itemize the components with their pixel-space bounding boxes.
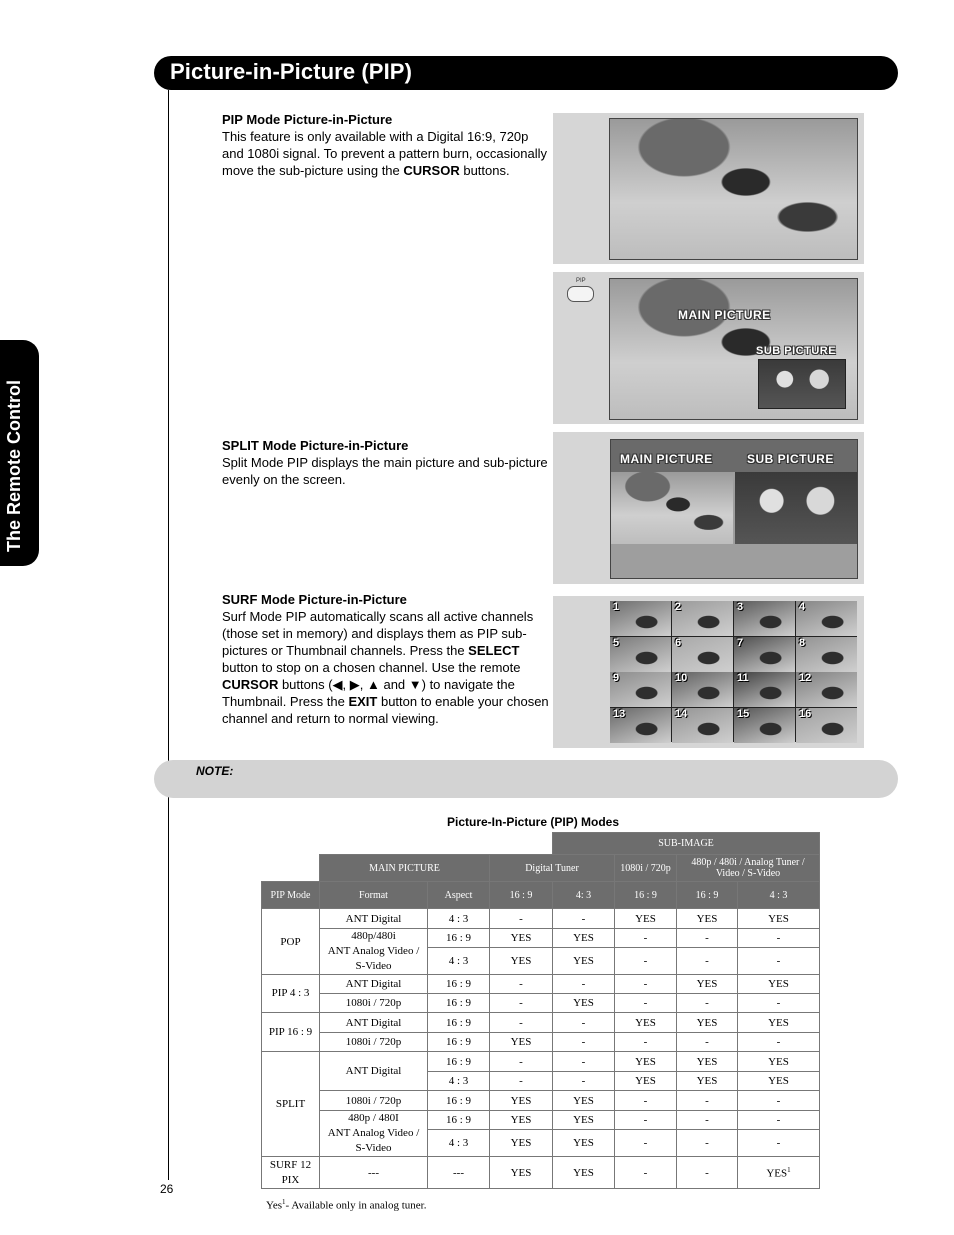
pip-button-icon xyxy=(567,286,594,302)
value-cell: - xyxy=(553,1033,615,1052)
value-cell: - xyxy=(490,975,553,994)
format-analog: ANT Analog Video / S-Video xyxy=(327,1127,420,1154)
pip-cursor-word: CURSOR xyxy=(403,163,460,178)
col-1080i-16-9: 16 : 9 xyxy=(615,882,677,909)
aspect-cell: 16 : 9 xyxy=(428,1091,490,1111)
value-cell: - xyxy=(490,994,553,1013)
value-cell: YES xyxy=(677,1072,738,1091)
thumbnail-channel xyxy=(610,672,671,707)
thumbnail-number: 4 xyxy=(799,601,806,613)
format-cell: ANT Digital xyxy=(320,1052,428,1091)
pip-mode-text xyxy=(222,128,552,179)
thumbnail-grid xyxy=(610,601,857,742)
mode-cell: PIP 16 : 9 xyxy=(262,1013,320,1052)
aspect-cell: 4 : 3 xyxy=(428,1130,490,1157)
header-1080i-720p: 1080i / 720p xyxy=(615,855,677,882)
value-cell: YES xyxy=(615,909,677,929)
side-tab-label: The Remote Control xyxy=(4,379,24,552)
col-digital-16-9: 16 : 9 xyxy=(490,882,553,909)
header-480p-analog: 480p / 480i / Analog Tuner / Video / S-Video xyxy=(677,855,820,882)
thumbnail-number: 5 xyxy=(613,636,620,649)
margin-rule xyxy=(168,90,169,1180)
value-cell: - xyxy=(615,1130,677,1157)
thumbnail-number: 10 xyxy=(675,672,688,684)
pip-modes-table xyxy=(261,832,820,1189)
value-cell: YES xyxy=(677,1052,738,1072)
value-cell: YES xyxy=(738,1013,820,1033)
page-title: Picture-in-Picture (PIP) xyxy=(170,59,412,84)
surf-text-4: button to enable your chosen channel and return to normal viewing. xyxy=(222,694,549,726)
thumbnail-channel xyxy=(672,637,733,672)
split-mode-heading: SPLIT Mode Picture-in-Picture xyxy=(222,438,409,453)
value-cell: - xyxy=(553,1052,615,1072)
value-cell: - xyxy=(738,929,820,948)
thumbnail-number: 11 xyxy=(737,672,749,684)
thumbnail-number: 9 xyxy=(613,672,620,684)
aspect-cell: 16 : 9 xyxy=(428,1013,490,1033)
value-cell: YES xyxy=(738,975,820,994)
aspect-cell: 4 : 3 xyxy=(428,909,490,929)
value-cell: YES xyxy=(490,1091,553,1111)
thumbnail-number: 14 xyxy=(675,707,688,720)
footnote-yes: Yes xyxy=(266,1199,283,1212)
mode-cell: SPLIT xyxy=(262,1052,320,1157)
format-cell: 1080i / 720p xyxy=(320,994,428,1013)
aspect-cell: 16 : 9 xyxy=(428,929,490,948)
surf-mode-section xyxy=(222,591,552,727)
format-cell xyxy=(320,929,428,975)
side-tab xyxy=(0,340,39,566)
aspect-cell: 16 : 9 xyxy=(428,975,490,994)
col-480p-16-9: 16 : 9 xyxy=(677,882,738,909)
value-cell: - xyxy=(615,1033,677,1052)
thumbnail-channel xyxy=(610,708,671,743)
aspect-cell: 16 : 9 xyxy=(428,994,490,1013)
figure-full-picture xyxy=(553,113,864,264)
format-480p: 480p/480i xyxy=(351,930,396,942)
split-mode-section xyxy=(222,437,552,488)
pip-mode-section xyxy=(222,111,552,179)
value-cell: - xyxy=(490,1052,553,1072)
sub-picture-window xyxy=(758,359,846,409)
aspect-cell: 4 : 3 xyxy=(428,1072,490,1091)
split-main-label: MAIN PICTURE xyxy=(620,452,713,466)
thumbnail-channel xyxy=(610,601,671,636)
thumbnail-number: 7 xyxy=(737,636,744,649)
thumbnail-number: 6 xyxy=(675,636,682,649)
value-cell: - xyxy=(615,1157,677,1189)
value-cell: - xyxy=(677,1091,738,1111)
surf-text-2: button to stop on a chosen channel. Use the remote xyxy=(222,660,521,675)
thumbnail-number: 13 xyxy=(613,707,626,720)
value-cell: - xyxy=(490,1072,553,1091)
value-cell: YES xyxy=(490,1033,553,1052)
value-cell: YES xyxy=(553,948,615,975)
format-analog: ANT Analog Video / S-Video xyxy=(327,945,420,972)
value-cell: - xyxy=(738,1033,820,1052)
thumbnail-number: 3 xyxy=(737,601,744,613)
format-cell: ANT Digital xyxy=(320,975,428,994)
footnote-text: - Available only in analog tuner. xyxy=(285,1199,427,1212)
thumbnail-channel xyxy=(734,708,795,743)
note-bar xyxy=(154,760,898,798)
value-cell: YES xyxy=(490,1157,553,1189)
value-cell: - xyxy=(615,1091,677,1111)
value-cell: YES xyxy=(677,909,738,929)
aspect-cell: 16 : 9 xyxy=(428,1033,490,1052)
thumbnail-number: 12 xyxy=(799,672,812,684)
surf-mode-text xyxy=(222,608,552,727)
value-cell: - xyxy=(553,1072,615,1091)
thumbnail-channel xyxy=(796,672,857,707)
pip-main-screen xyxy=(609,278,858,420)
split-main-image xyxy=(611,472,733,544)
value-cell: - xyxy=(553,975,615,994)
value-cell: - xyxy=(615,1111,677,1130)
value-cell: - xyxy=(738,1091,820,1111)
value-cell: YES xyxy=(553,1157,615,1189)
format-header: Format xyxy=(320,882,428,909)
value-cell: - xyxy=(677,1130,738,1157)
value-cell: - xyxy=(677,948,738,975)
note-label: NOTE: xyxy=(196,764,234,778)
footnote-marker: 1 xyxy=(787,1165,791,1174)
surf-yes-value: YES xyxy=(766,1167,788,1180)
thumbnail-channel xyxy=(796,708,857,743)
thumbnail-channel xyxy=(610,637,671,672)
sub-image-header: SUB-IMAGE xyxy=(553,833,820,855)
split-screen xyxy=(610,439,858,579)
value-cell: - xyxy=(677,929,738,948)
format-cell: --- xyxy=(320,1157,428,1189)
value-cell: - xyxy=(490,1013,553,1033)
value-cell: - xyxy=(615,975,677,994)
value-cell: YES xyxy=(553,1111,615,1130)
split-mode-text: Split Mode PIP displays the main picture and sub-picture evenly on the screen. xyxy=(222,455,548,487)
mode-cell: POP xyxy=(262,909,320,975)
page-header-bar xyxy=(154,56,898,90)
mode-cell: PIP 4 : 3 xyxy=(262,975,320,1013)
value-cell: - xyxy=(738,1130,820,1157)
footnote-sup: 1 xyxy=(282,1198,286,1206)
value-cell: - xyxy=(615,948,677,975)
value-cell: - xyxy=(615,929,677,948)
value-cell: YES xyxy=(490,948,553,975)
value-cell: - xyxy=(738,948,820,975)
pip-text-2: buttons. xyxy=(459,163,510,178)
value-cell: YES xyxy=(553,994,615,1013)
pip-mode-header: PIP Mode xyxy=(262,882,320,909)
aspect-cell: --- xyxy=(428,1157,490,1189)
value-cell: - xyxy=(677,1157,738,1189)
value-cell: YES xyxy=(738,909,820,929)
value-cell: - xyxy=(677,1111,738,1130)
thumbnail-channel xyxy=(672,708,733,743)
pip-mode-heading: PIP Mode Picture-in-Picture xyxy=(222,112,393,127)
thumbnail-channel xyxy=(672,672,733,707)
value-cell: YES xyxy=(490,1130,553,1157)
thumbnail-channel xyxy=(796,637,857,672)
surf-select-word: SELECT xyxy=(468,643,520,658)
value-cell: - xyxy=(553,909,615,929)
thumbnail-number: 1 xyxy=(613,601,620,613)
col-480p-4-3: 4 : 3 xyxy=(738,882,820,909)
value-cell: YES xyxy=(490,1111,553,1130)
value-cell: - xyxy=(677,1033,738,1052)
table-footnote xyxy=(266,1198,426,1212)
value-cell: - xyxy=(490,909,553,929)
thumbnail-number: 2 xyxy=(675,601,682,613)
value-cell: YES xyxy=(677,975,738,994)
thumbnail-channel xyxy=(672,601,733,636)
mode-cell: SURF 12 PIX xyxy=(262,1157,320,1189)
digital-tuner-header: Digital Tuner xyxy=(490,855,615,882)
value-cell: - xyxy=(738,1111,820,1130)
value-cell: YES xyxy=(490,929,553,948)
format-cell: 1080i / 720p xyxy=(320,1091,428,1111)
aspect-cell: 16 : 9 xyxy=(428,1052,490,1072)
col-digital-4-3: 4: 3 xyxy=(553,882,615,909)
pip-button-label: PIP xyxy=(576,278,586,284)
format-cell: 1080i / 720p xyxy=(320,1033,428,1052)
figure-surf xyxy=(553,596,864,748)
format-cell xyxy=(320,1111,428,1157)
surf-cursor-word: CURSOR xyxy=(222,677,279,692)
value-cell: - xyxy=(553,1013,615,1033)
format-cell: ANT Digital xyxy=(320,909,428,929)
surf-mode-heading: SURF Mode Picture-in-Picture xyxy=(222,592,407,607)
value-cell: - xyxy=(677,994,738,1013)
format-cell: ANT Digital xyxy=(320,1013,428,1033)
table-blank xyxy=(262,833,553,855)
thumbnail-number: 8 xyxy=(799,636,806,649)
value-cell: YES xyxy=(738,1072,820,1091)
thumbnail-channel xyxy=(734,637,795,672)
value-cell: YES xyxy=(677,1013,738,1033)
figure-split xyxy=(553,432,864,584)
value-cell: - xyxy=(615,994,677,1013)
table-title: Picture-In-Picture (PIP) Modes xyxy=(447,815,620,829)
surf-text-3: buttons (◀, ▶, ▲ and ▼) to navigate the Thumbnail. Press the xyxy=(222,677,515,709)
thumbnail-number: 16 xyxy=(799,707,812,720)
thumbnail-number: 15 xyxy=(737,707,750,720)
aspect-cell: 4 : 3 xyxy=(428,948,490,975)
value-cell: YES xyxy=(553,1130,615,1157)
surf-text-1: Surf Mode PIP automatically scans all active channels (those set in memory) and displays them as PIP sub-pictures or Thumbnail channels. Press the xyxy=(222,609,534,658)
value-cell: YES xyxy=(615,1013,677,1033)
full-screen-image xyxy=(609,118,858,260)
value-cell: YES xyxy=(553,929,615,948)
split-sub-image xyxy=(735,472,857,544)
value-cell: YES xyxy=(738,1052,820,1072)
thumbnail-channel xyxy=(734,672,795,707)
figure-pip xyxy=(553,272,864,424)
aspect-header: Aspect xyxy=(428,882,490,909)
thumbnail-channel xyxy=(734,601,795,636)
pip-text-1: This feature is only available with a Digital 16:9, 720p and 1080i signal. To prevent a pattern burn, occasionally move the sub-picture using the xyxy=(222,129,547,178)
surf-exit-word: EXIT xyxy=(348,694,378,709)
main-picture-label: MAIN PICTURE xyxy=(678,308,771,322)
format-480p-480i: 480p / 480I xyxy=(348,1112,399,1124)
value-cell: YES xyxy=(615,1052,677,1072)
split-sub-label: SUB PICTURE xyxy=(747,452,834,466)
value-cell: YES xyxy=(615,1072,677,1091)
main-picture-header: MAIN PICTURE xyxy=(320,855,490,882)
thumbnail-channel xyxy=(796,601,857,636)
value-cell: YES xyxy=(553,1091,615,1111)
page-number: 26 xyxy=(160,1182,174,1196)
value-cell: - xyxy=(738,994,820,1013)
value-cell xyxy=(738,1157,820,1189)
aspect-cell: 16 : 9 xyxy=(428,1111,490,1130)
sub-picture-label: SUB PICTURE xyxy=(756,345,837,357)
table-blank xyxy=(262,855,320,882)
